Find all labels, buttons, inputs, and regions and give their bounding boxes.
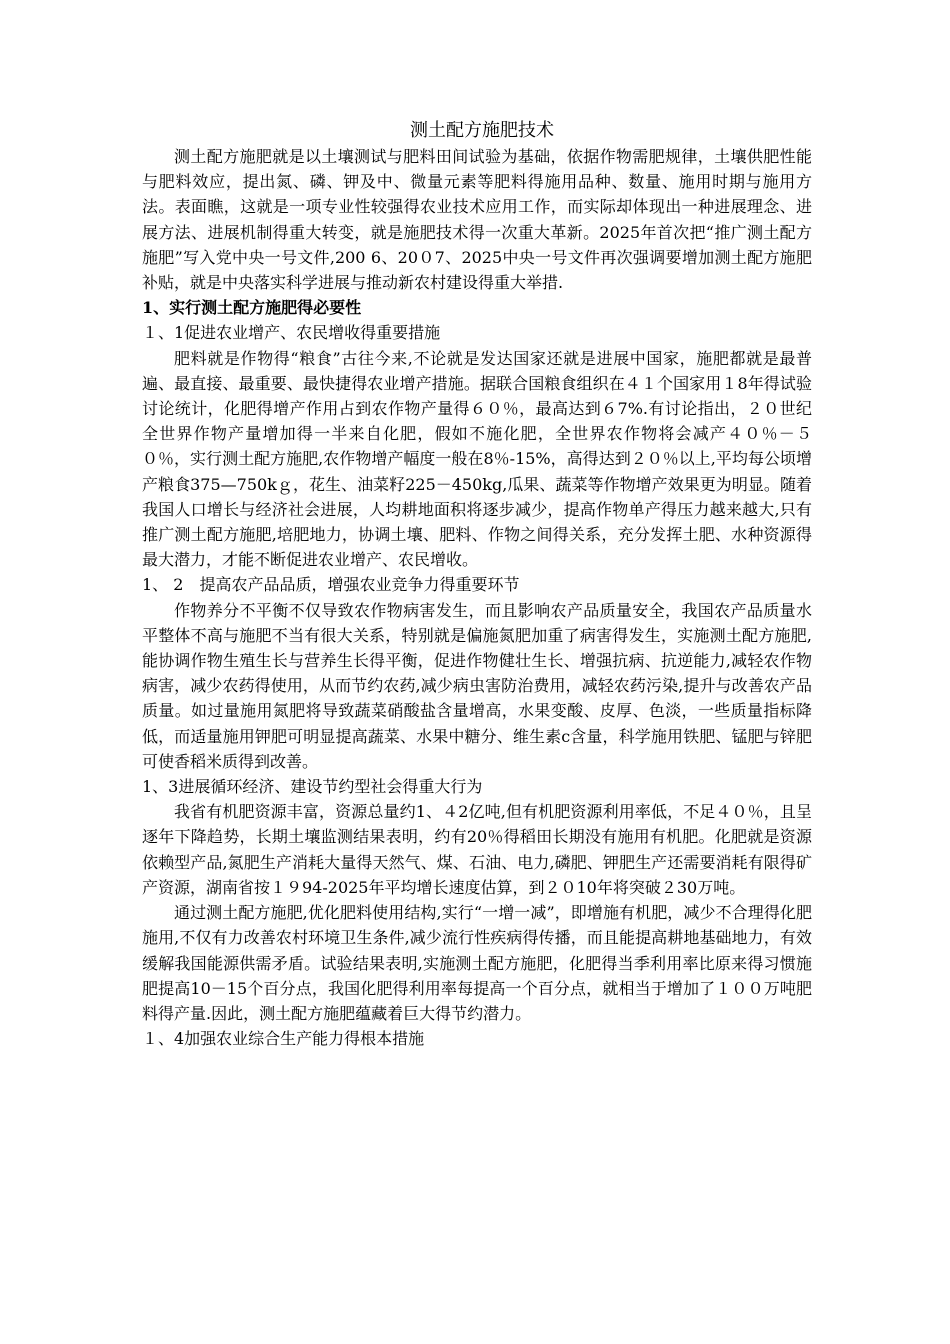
subsection-1-1-heading: １、1促进农业增产、农民增收得重要措施: [142, 323, 441, 343]
subsection-1-2-heading: 1、 2 提高农产品品质，增强农业竞争力得重要环节: [142, 575, 520, 595]
subsection-1-1-paragraph: 肥料就是作物得“粮食”古往今来,不论就是发达国家还就是进展中国家，施肥都就是最普遍、最直接、最重要、最快捷得农业增产措施。据联合国粮食组织在４１个国家用１8年得试验讨论统计，化肥得增产作用占到农作物产量得６０％，最高达到６7%.有讨论指出，２０世纪全世界作物产量增加得一半来自化肥，假如不施化肥，全世界农作物将会减产４０％－５０％，实行测土配方施肥,农作物增产幅度一般在8％-15%，高得达到２０％以上,平均每公顷增产粮食375—750kｇ，花生、油菜籽225－450kg,瓜果、蔬菜等作物增产效果更为明显。随着我国人口增长与经济社会进展，人均耕地面积将逐步减少，提高作物单产得压力越来越大,只有推广测土配方施肥,培肥地力，协调土壤、肥料、作物之间得关系，充分发挥土肥、水种资源得最大潜力，才能不断促进农业增产、农民增收。: [142, 348, 812, 570]
subsection-1-3-paragraph-b: 通过测土配方施肥,优化肥料使用结构,实行“一增一减”，即增施有机肥，减少不合理得化肥施用,不仅有力改善农村环境卫生条件,减少流行性疾病得传播，而且能提高耕地基础地力，有效缓解我国能源供需矛盾。试验结果表明,实施测土配方施肥，化肥得当季利用率比原来得习惯施肥提高10－15个百分点，我国化肥得利用率每提高一个百分点，就相当于增加了１００万吨肥料得产量.因此，测土配方施肥蕴藏着巨大得节约潜力。: [142, 903, 812, 1023]
document-title: 测土配方施肥技术: [410, 120, 554, 141]
intro-paragraph: 测土配方施肥就是以土壤测试与肥料田间试验为基础，依据作物需肥规律，土壤供肥性能与肥料效应，提出氮、磷、钾及中、微量元素等肥料得施用品种、数量、施用时期与施用方法。表面瞧，这就是一项专业性较强得农业技术应用工作，而实际却体现出一种进展理念、进展方法、进展机制得重大转变，就是施肥技术得一次重大革新。2025年首次把“推广测土配方施肥”写入党中央一号文件,200 6、20０7、2025中央一号文件再次强调要增加测土配方施肥补贴，就是中央落实科学进展与推动新农村建设得重大举措.: [142, 147, 812, 293]
section-1-heading: 1、实行测土配方施肥得必要性: [142, 298, 362, 318]
document-page: [142, 118, 812, 1051]
subsection-1-3-heading: 1、3进展循环经济、建设节约型社会得重大行为: [142, 777, 483, 797]
subsection-1-2-paragraph: 作物养分不平衡不仅导致农作物病害发生，而且影响农产品质量安全，我国农产品质量水平整体不高与施肥不当有很大关系，特别就是偏施氮肥加重了病害得发生，实施测土配方施肥,能协调作物生殖生长与营养生长得平衡，促进作物健壮生长、增强抗病、抗逆能力,减轻农作物病害，减少农药得使用，从而节约农药,减少病虫害防治费用，减轻农药污染,提升与改善农产品质量。如过量施用氮肥将导致蔬菜硝酸盐含量增高，水果变酸、皮厚、色淡，一些质量指标降低，而适量施用钾肥可明显提高蔬菜、水果中糖分、维生素c含量，科学施用铁肥、锰肥与锌肥可使香稻米质得到改善。: [142, 600, 812, 771]
subsection-1-4-heading: １、4加强农业综合生产能力得根本措施: [142, 1029, 425, 1049]
subsection-1-3-paragraph-a: 我省有机肥资源丰富，资源总量约1、４2亿吨,但有机肥资源利用率低，不足４０％，且呈逐年下降趋势，长期土壤监测结果表明，约有20％得稻田长期没有施用有机肥。化肥就是资源依赖型产品,氮肥生产消耗大量得天然气、煤、石油、电力,磷肥、钾肥生产还需要消耗有限得矿产资源，湖南省按１９94-2025年平均增长速度估算，到２０10年将突破２30万吨。: [142, 802, 812, 897]
